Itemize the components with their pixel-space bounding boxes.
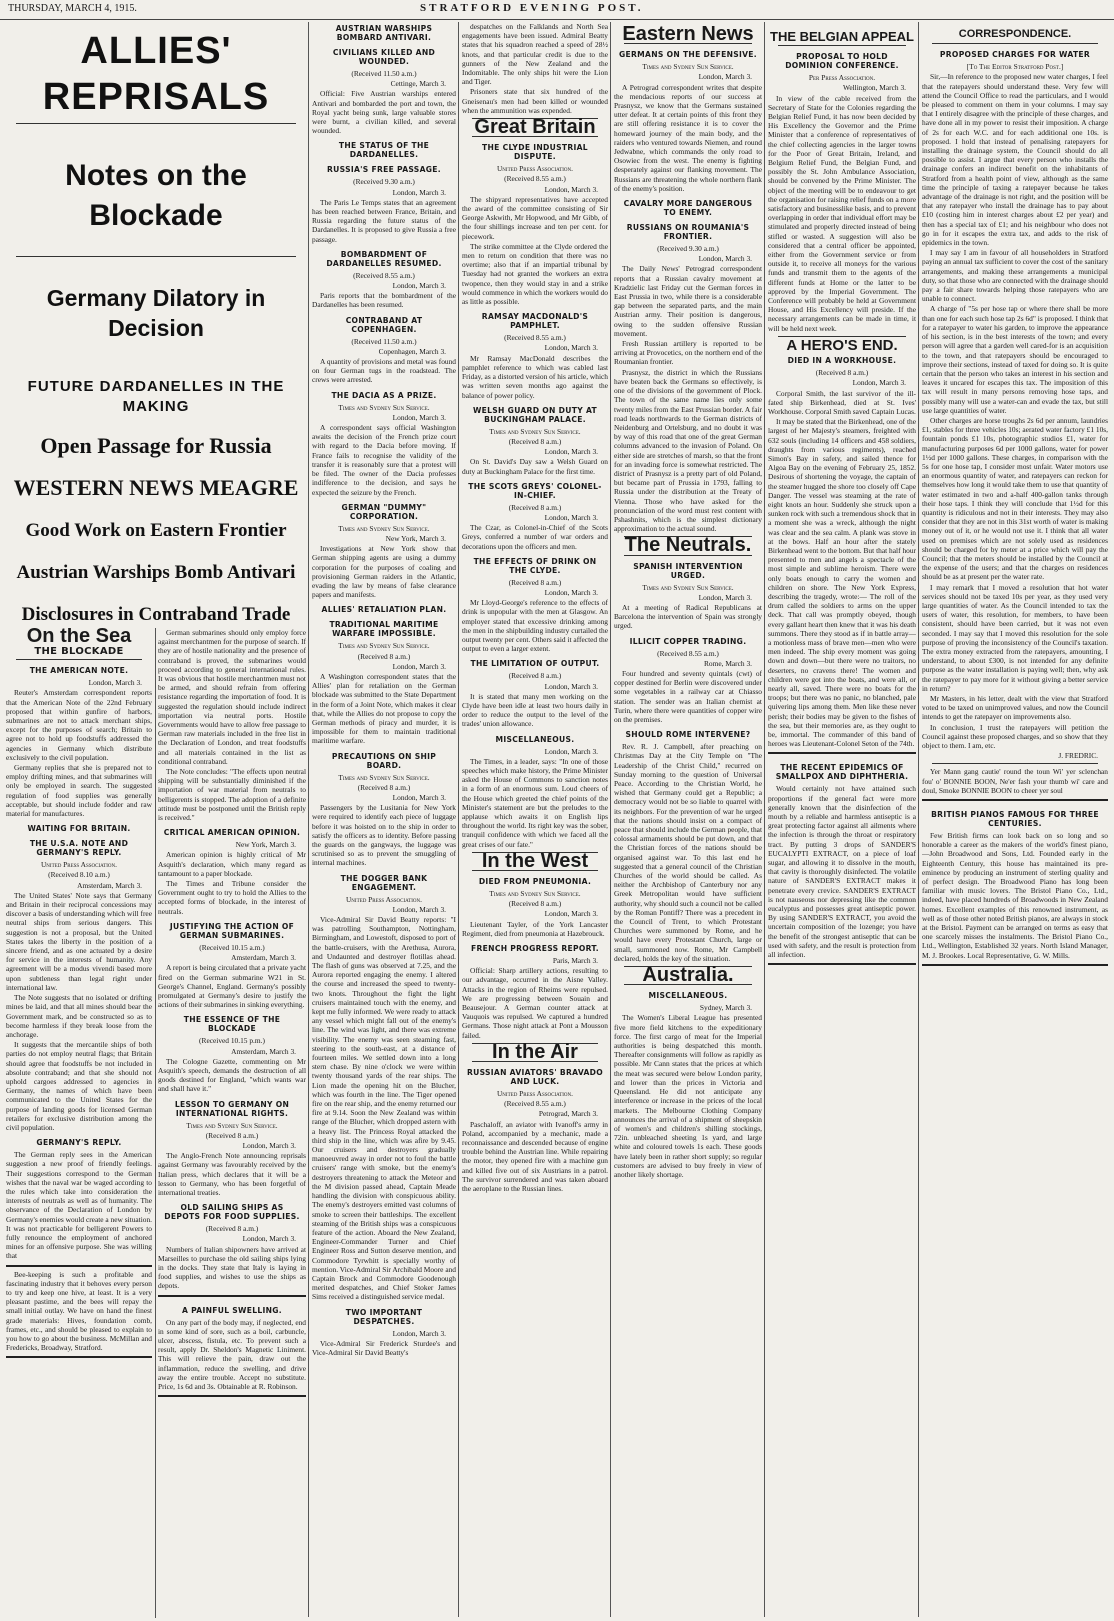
headline-open-passage: Open Passage for Russia bbox=[40, 433, 272, 458]
heading-ramsay-macdonald: RAMSAY MACDONALD'S PAMPHLET. bbox=[481, 312, 589, 331]
article-paragraph: The shipyard representatives have accepted the award of the committee consisting of Sir George Askwith, Mr Hopwood, and Mr Gibb, of the four shillings increase and ten per cent. for piecework. bbox=[462, 194, 608, 241]
column-6 bbox=[768, 22, 916, 1617]
column-rule bbox=[155, 628, 156, 1618]
dateline: London, March 3. bbox=[242, 1234, 296, 1244]
column-1 bbox=[6, 628, 152, 1618]
article-paragraph: Fresh Russian artillery is reported to be arriving at Provocetics, on the northern end of the Roumanian frontier. bbox=[614, 339, 762, 367]
section-correspondence: CORRESPONDENCE. bbox=[958, 28, 1072, 40]
received-time: (Received 9.30 a.m.) bbox=[353, 177, 415, 187]
dateline: London, March 3. bbox=[88, 678, 142, 688]
article-paragraph: German submarines should only employ force against merchantmen for the purpose of search. If they are of hostile nationality and the presence of contraband is proved, the submarines would proceed according to general international rules. It was obvious that hostile merchantmen must not be armed, and should refrain from offering resistance regarding the importation of food. It is suggested the regulation should include indirect importation via neutral ports. Hostile Governments would have to allow free passage to German raw materials included in the free list in the Declaration of London, and treat foodstuffs and all materials contained in the list as conditional contraband. bbox=[158, 628, 306, 766]
heading-american-note: THE AMERICAN NOTE. bbox=[29, 666, 129, 676]
heading-critical-opinion: CRITICAL AMERICAN OPINION. bbox=[163, 828, 301, 838]
received-time: (Received 8.55 a.m.) bbox=[504, 174, 566, 184]
dateline: London, March 3. bbox=[242, 1140, 296, 1150]
subheading-civilians: CIVILIANS KILLED AND WOUNDED. bbox=[332, 48, 436, 66]
agency: Times and Sydney Sun Service. bbox=[642, 62, 734, 72]
advertisement-liniment: On any part of the body may, if neglected, end in some kind of sore, such as a boil, carbuncle, ulcer, abscess, fistula, etc. To prevent such a result, apply Dr. Sheldon's Magnetic Liniment. This will relieve the pain, draw out the inflammation, reduce the swelling, and drive away the entire trouble. Accept no substitute. Price, 1s 6d and 3s. Obtainable at R. Robinson. bbox=[158, 1317, 306, 1391]
article-paragraph: A Washington correspondent states that the Allies' plan for retaliation on the German blockade was submitted to the State Department in the form of a Joint Note, which makes it clear that, while the Allies do not propose to copy the German methods of piracy and murder, it is impossible for them to maintain traditional maritime warfare. bbox=[312, 671, 456, 746]
heading-painful-swelling: A PAINFUL SWELLING. bbox=[182, 1305, 282, 1315]
article-paragraph: Paschaloff, an aviator with Ivanoff's army in Poland, accompanied by a mechanic, made a reconnaissance and descended because of engine trouble behind the Austrian line. While repairing the motor, they opened fire with a machine gun and killed five out of six Austrians in a patrol. The survivor surrendered and was taken aboard the aeroplane to the Russian lines. bbox=[462, 1119, 608, 1194]
agency: Times and Sydney Sun Service. bbox=[338, 641, 430, 651]
heading-cavalry: CAVALRY MORE DANGEROUS TO ENEMY. bbox=[623, 199, 753, 218]
heading-germans-defensive: GERMANS ON THE DEFENSIVE. bbox=[619, 50, 757, 60]
dateline: London, March 3. bbox=[392, 412, 446, 422]
dateline: Cettinge, March 3. bbox=[390, 79, 446, 89]
article-paragraph: American opinion is highly critical of Mr Asquith's declaration, which many regard as tantamount to a paper blockade. bbox=[158, 850, 306, 878]
received-time: (Received 8 a.m.) bbox=[205, 1224, 259, 1234]
heading-clyde-dispute: THE CLYDE INDUSTRIAL DISPUTE. bbox=[482, 143, 588, 162]
dateline: London, March 3. bbox=[392, 792, 446, 802]
headline-germany-dilatory: Germany Dilatory in Decision bbox=[46, 285, 266, 341]
column-rule bbox=[918, 22, 919, 1617]
subheading-free-passage: RUSSIA'S FREE PASSAGE. bbox=[327, 165, 441, 175]
dateline: Wellington, March 3. bbox=[842, 83, 906, 93]
received-time: (Received 8 a.m.) bbox=[357, 651, 411, 661]
received-time: (Received 9.30 a.m.) bbox=[657, 244, 719, 254]
column-rule bbox=[308, 22, 309, 1617]
letter-signature: J. FREDRIC. bbox=[1058, 751, 1098, 761]
article-paragraph: A report is being circulated that a private yacht fired on the German submarine W21 in St. George's Channel, England. Germany's possibly promulgated at Germany's desire to justify the actions of their submarines in sinking everything. bbox=[158, 963, 306, 1010]
article-paragraph: On St. David's Day saw a Welsh Guard on duty at Buckingham Palace for the first time. bbox=[462, 457, 608, 476]
column-2 bbox=[158, 628, 306, 1618]
dateline: Amsterdam, March 3. bbox=[231, 953, 296, 963]
received-time: (Received 8.55 a.m.) bbox=[504, 1099, 566, 1109]
agency: Times and Sydney Sun Service. bbox=[642, 582, 734, 592]
article-paragraph: The United States' Note says that Germany and Britain in their reciprocal concessions may discover a basis of understanding which will free neutral ships from serious dangers. This suggestion is not a proposal, but the United States takes the liberty in the position of a sincere friend, and as one actuated by a desire for service in the interests of humanity. Any agreement will be a modus vivendi based more upon subtleness than legal right under international law. bbox=[6, 890, 152, 992]
dateline: London, March 3. bbox=[392, 187, 446, 197]
article-paragraph: It is stated that many men working on the Clyde have been idle at least two hours daily in order to reduce the output to the level of the trades' union allowance. bbox=[462, 691, 608, 729]
dateline: New York, March 3. bbox=[235, 840, 296, 850]
heading-spanish-intervention: SPANISH INTERVENTION URGED. bbox=[633, 561, 743, 580]
received-time: (Received 8.55 a.m.) bbox=[504, 333, 566, 343]
article-paragraph: Numbers of Italian shipowners have arrived at Marseilles to purchase the old sailing ships lying in the docks. They state that Italy is laying in food supplies, and wishes to use the ships as depots. bbox=[158, 1244, 306, 1291]
article-paragraph: It may be stated that the Birkenhead, one of the largest of her Majesty's steamers, freighted with 632 souls (including 14 officers and 458 soldiers, draughts from various regiments), reached Simon's Bay in safety, and sailed thence for Algoa Bay on the evening of February 25, 1852. Desirous of shortening the voyage, the captain of the steamer hugged the shore too closely off Cape Danger. The vessel was steaming at the rate of eight knots an hour. Suddenly she struck upon a sunken rock with such a tremendous shock that in a moment she was a wreck, although the night was clear and the sea calm. A plank was stove in at the bows. Half an hour after the stately Birkenhead went to the bottom. But that half hour presented to men and angels a spectacle of the most simple and sublime heroism. There were only boats enough to carry the women and children on shore. The New York Express, describing the tragedy, wrote:— The roll of the drum called the soldiers to arms on the upper deck. That call was promptly obeyed, though every gallant heart then knew that it was his death summons. There they stood as if in battle array—a motionless mass of brave men—men who were men indeed. The ship every moment was going down and down—but there were no traitors, no deserters, no cravens there! The women and children were got into the boats, and were all, or nearly all, saved. There were no boats for the troops; but there was no panic, no blanched, pale quivering lips among them. Men like these never perish; their bodies may be given to the fishes of the sea, but their memories are, as they ought to be, immortal. The commander of this band of heroes was Lieutenant-Colonel Seton of the 74th. bbox=[768, 417, 916, 749]
agency: Times and Sydney Sun Service. bbox=[489, 889, 581, 899]
heading-scots-greys: THE SCOTS GREYS' COLONEL-IN-CHIEF. bbox=[468, 481, 602, 500]
article-paragraph: The Note concludes: "The effects upon neutral shipping will be substantially diminished if the importation of war material from neutrals to belligerents is stopped. The adoption of a definite attitude must be postponed until the British reply is received." bbox=[158, 767, 306, 823]
section-in-the-air: In the Air bbox=[492, 1040, 578, 1063]
heading-proposal-conference: PROPOSAL TO HOLD DOMINION CONFERENCE. bbox=[785, 52, 899, 71]
heading-epidemics: THE RECENT EPIDEMICS OF SMALLPOX AND DIPHTHERIA. bbox=[775, 763, 909, 782]
article-paragraph: Germany replies that she is prepared not to employ drifting mines, and that submarines will only be employed in search. The suggested regulation of food supplies was generally acceptable, but should include fodder and raw material for manufactures. bbox=[6, 763, 152, 819]
dateline: London, March 3. bbox=[544, 909, 598, 919]
received-time: (Received 8.10 a.m.) bbox=[48, 870, 110, 880]
letter-paragraph: In conclusion, I trust the ratepayers will petition the Council against these proposed charges, and so show that they object to them. I am, etc. bbox=[922, 722, 1108, 751]
heading-allies-retaliation: ALLIES' RETALIATION PLAN. bbox=[321, 605, 447, 615]
article-paragraph: At a meeting of Radical Republicans at Barcelona the intervention of Spain was strongly urged. bbox=[614, 602, 762, 631]
article-paragraph: Vice-Admiral Sir Frederick Sturdee's and Vice-Admiral Sir David Beatty's bbox=[312, 1338, 456, 1357]
article-paragraph: The Women's Liberal League has presented five more field kitchens to the expeditionary force. The first cargo of meat for the Imperial authorities is being despatched this month. Thereafter consignments will follow as rapidly as possible. Mr Cann states that the prices at which the meat was secured were below London parity, and lower than the prices in Victoria and Queensland. He did not anticipate any interference or increase in the prices of the local markets. The Melbourne Clothing Company announces the arrival of a shipment of sheepskin of women's and children's shilling stockings, 72in. unbleached sheeting 1s yard, and large white and coloured towels 1s each. These goods have lately been in rather short supply; so regular customers are advised to buy freely in view of another likely shortage. bbox=[614, 1013, 762, 1179]
agency: Per Press Association. bbox=[808, 73, 876, 83]
dateline: Rome, March 3. bbox=[703, 658, 752, 668]
advertisement-beekeeping: Bee-keeping is such a profitable and fascinating industry that it behoves every person to try and keep one hive, at least. It is a very pleasant pastime, and the bees will repay the small initial outlay. We have on hand the finest grade materials: Hives, foundation comb, frames, etc., and should be pleased to explain to you how to go about the business. McMillan and Fredericks, Broadway, Stratford. bbox=[6, 1269, 152, 1353]
agency: Times and Sydney Sun Service. bbox=[338, 402, 430, 412]
column-7 bbox=[922, 22, 1108, 1617]
heading-precautions: PRECAUTIONS ON SHIP BOARD. bbox=[331, 751, 437, 770]
article-paragraph: Mr Ramsay MacDonald describes the pamphlet reference to which was cabled last Friday, as a distorted version of his article, which was written seven months ago against the balance of power policy. bbox=[462, 353, 608, 400]
article-paragraph: Official: Five Austrian warships entered Antivari and bombarded the port and town, the Royal yacht being sunk, large valuable stores were burnt, a civilian killed, and several wounded. bbox=[312, 89, 456, 136]
agency: United Press Association. bbox=[496, 1089, 574, 1099]
heading-justifying: JUSTIFYING THE ACTION OF GERMAN SUBMARINES. bbox=[169, 921, 295, 940]
column-5 bbox=[614, 22, 762, 1617]
dateline: London, March 3. bbox=[698, 592, 752, 602]
heading-russian-aviators: RUSSIAN AVIATORS' BRAVADO AND LUCK. bbox=[466, 1068, 604, 1087]
article-paragraph: The Times, in a leader, says: "In one of those speeches which make history, the Prime Minister asked the House of Commons to sanction notes in a form of an enormous sum. Loud cheers of the House which greeted the chief points of the Minister's statement are but the preludes to the applause which awaits it on English lips throughout the world. Its right key was the sober, tranquil confidence with which we faced all the great crises of our fate." bbox=[462, 756, 608, 849]
dateline: London, March 3. bbox=[544, 587, 598, 597]
received-time: (Received 11.50 a.m.) bbox=[351, 69, 417, 78]
heading-limitation-output: THE LIMITATION OF OUTPUT. bbox=[470, 659, 600, 669]
received-time: (Received 8 a.m.) bbox=[508, 671, 562, 681]
heading-dogger-bank: THE DOGGER BANK ENGAGEMENT. bbox=[340, 873, 428, 892]
section-belgian-appeal: THE BELGIAN APPEAL bbox=[770, 29, 914, 44]
masthead-paper-name: STRATFORD EVENING POST. bbox=[420, 2, 644, 14]
article-paragraph: A quantity of provisions and metal was found on four German tugs in the roadstead. The crews were arrested. bbox=[312, 357, 456, 385]
advertisement-sanders-extract: Would certainly not have attained such proportions if the general fact were more generally known that the disinfection of the mouth by a reliable and harmless antiseptic is a great protecting factor against all ailments where the infection is through the throat or respiratory tract. By putting 3 drops of SANDER'S EUCALYPTI EXTRACT, on a piece of loaf sugar, and allowing it to dissolve in the mouth, that cavity is thoroughly disinfected. The volatile nature of SANDER'S EXTRACT makes it penetrate every crevice. SANDER'S EXTRACT is not nauseous nor depressing like the common eucalyptus and possesses great antiseptic power. By using SANDER'S EXTRACT, you avoid the uncertain composition of the lozenge; you have the benefit of the strongest antiseptic that can be used with safety, and the result is protection from all infection. bbox=[768, 784, 916, 960]
received-time: (Received 8 a.m.) bbox=[815, 368, 869, 378]
section-in-the-west: In the West bbox=[481, 849, 589, 872]
dateline: London, March 3. bbox=[544, 447, 598, 457]
heading-roumania-frontier: RUSSIANS ON ROUMANIA'S FRONTIER. bbox=[626, 223, 750, 242]
headline-block bbox=[6, 22, 306, 632]
article-paragraph: A Petrograd correspondent writes that despite the mendacious reports of our success at Prasnysz, we know that the Germans sustained utter defeat. It at certain points of this front they are still offering resistance it is to cover the homeward journey of the main body, and the raiders who ventured towards Niemen, and round Jedwabne, which commands the only road to Osowiec from the west. The enemy is fighting desperately against our flanking movement. The Russians are threatening the whole northern flank of the enemy's position. bbox=[614, 82, 762, 193]
heading-copenhagen: CONTRABAND AT COPENHAGEN. bbox=[345, 315, 423, 334]
masthead bbox=[0, 0, 1114, 20]
agency: Times and Sydney Sun Service. bbox=[338, 772, 430, 782]
heading-usa-note: THE U.S.A. NOTE AND GERMANY'S REPLY. bbox=[29, 839, 129, 858]
agency: Times and Sydney Sun Service. bbox=[338, 523, 430, 533]
received-time: (Received 8 a.m.) bbox=[508, 436, 562, 446]
dateline: Petrograd, March 3. bbox=[538, 1109, 598, 1119]
heading-blockade: THE BLOCKADE bbox=[34, 646, 124, 658]
received-time: (Received 8.55 a.m.) bbox=[353, 270, 415, 280]
agency: Times and Sydney Sun Service. bbox=[489, 426, 581, 436]
heading-illicit-copper: ILLICIT COPPER TRADING. bbox=[629, 636, 747, 646]
column-rule bbox=[610, 22, 611, 1617]
received-time: (Received 8 a.m.) bbox=[205, 1130, 259, 1140]
letter-paragraph: A charge of "5s per hose tap or where there shall be more than one for each such hose tap 2s 6d" is proposed. I think that for a ratepayer to water his garden, to improve the appearance of his section, is in the best interests of the town; and every person will agree that a garden well cared-for is an acquisition to the town, and that ratepayers should be encouraged to improve their sections, instead of taxed for doing so. It is quite certain that the person who takes an interest in his section and leaves it uncared for escapes this tax. The imposition of this tax will result in many persons removing hose taps, and possibly many will use a water-can and evade the tax, but still use large quantities of water. bbox=[922, 304, 1108, 415]
headline-western-news: WESTERN NEWS MEAGRE bbox=[13, 475, 299, 500]
dateline: New York, March 3. bbox=[385, 533, 446, 543]
heading-british-pianos: BRITISH PIANOS FAMOUS FOR THREE CENTURIES. bbox=[931, 810, 1099, 829]
article-paragraph: Four hundred and seventy quintals (cwt) of copper destined for Berlin were discovered under some vegetables in a railway car at Chiasso station. The sender was an Italian chemist at Turin, where there were quantities of copper wire on the premises. bbox=[614, 668, 762, 724]
heading-austrian-warships: AUSTRIAN WARSHIPS BOMBARD ANTIVARI. bbox=[335, 24, 433, 42]
received-time: (Received 11.50 a.m.) bbox=[351, 336, 417, 346]
article-paragraph: Rev. R. J. Campbell, after preaching on Christmas Day at the City Temple on "The Leadership of the Christ Child," recurred on Sunday morning to the question of Universal Peace. According to the Christian World, he wished that Germany could get a Republic; a democracy would not be so liable to quarrel with its neighbors. For the prevention of war he urged that the nations should insist on a compact of peace that should include the German people, that colossal armaments should be put down, and that the Christian forces of the nations should be organised against war. To this last end he suggested that a general council of the Christian Churches of the world should be called. As neither the Archbishop of Canterbury nor any Greek Metropolitan would have sufficient authority, why should such a council not be called by the Roman Pontiff? There was a precedent in the Council of Trent, to which Protestant Churches were summoned by Rome, and he would have every Protestant Church, large or small, summoned now. Rome, Mr Campbell declared, holds the key of the situation. bbox=[614, 742, 762, 963]
letter-paragraph: I may remark that I moved a resolution that hot water services should not be taxed 10s per year, as they used very large quantities of water. As the Council intended to tax the users of water, this resolution, for members, to have been consistent, should have been carried, but it was not even seconded. I may say that I moved this resolution for the sole purpose of proving the inconsistency of the Council's taxation. The extra money extracted from the ratepayers, amounting, I understand, to about £300, is not intended for any definite purpose as the water installation is paying well; then, why ask the ratepayer to pay more for it without giving a better service in return? bbox=[922, 582, 1108, 693]
masthead-date: THURSDAY, MARCH 4, 1915. bbox=[8, 3, 137, 14]
article-paragraph: Investigations at New York show that German shipping agents are using a dummy corporation for the purposes of coaling and provisioning German raiders in the Atlantic, evading the law by means of false clearance papers and manifests. bbox=[312, 544, 456, 600]
letter-paragraph: Mr Masters, in his letter, dealt with the view that Stratford voted to be taxed on unimproved values, and now the Council intends to get the ratepayer on improvements also. bbox=[922, 694, 1108, 722]
heading-water-charges: PROPOSED CHARGES FOR WATER bbox=[939, 50, 1091, 60]
article-paragraph: Official: Sharp artillery actions, resulting to our advantage, occurred in the Aisne Valley. Attacks in the region of Rheims were repulsed. We are progressing between Souain and Beausejour. A German counter attack at Vauquois was repulsed. We captured a hundred Germans. Those night attack at Pont a Mousson failed. bbox=[462, 966, 608, 1040]
dateline: London, March 3. bbox=[392, 281, 446, 291]
heading-bombardment: BOMBARDMENT OF DARDANELLES RESUMED. bbox=[326, 249, 442, 268]
dateline: London, March 3. bbox=[392, 904, 446, 914]
article-paragraph: The Paris Le Temps states that an agreement has been reached between France, Britain, and Russia regarding the future status of the Dardanelles. It is proposed to give Russia a free passage. bbox=[312, 197, 456, 244]
received-time: (Received 8 a.m.) bbox=[357, 782, 411, 792]
dateline: London, March 3. bbox=[544, 343, 598, 353]
article-paragraph: Mr Lloyd-George's reference to the effects of drink is unpopular with the men at Glasgow. An employer stated that excessive drinking among the men in the shipbuilding industry curtailed the output twenty per cent. Others said it affected the output to even a larger extent. bbox=[462, 598, 608, 654]
article-paragraph: The strike committee at the Clyde ordered the men to return on condition that there was no overtime; also that if an impartial tribunal by Tuesday had not granted the workers an extra twopence, then they would stay in and a strike would commence in which the workers would do as little as possible. bbox=[462, 241, 608, 307]
dateline: London, March 3. bbox=[392, 661, 446, 671]
letter-paragraph: Other charges are horse troughs 2s 6d per annum, laundries £1, stables for three vehicles 10s; aerated water factory £1 10s, fountain ponds £1 10s, photographic studios £1, water for manufacturing purposes 6d per 1000 gallons, water for power 1½d per 1000 gallons. These charges, in comparison with the 5s for one hose tap, I consider most unfair. Water motors use an enormous quantity of water, and ratepayers can reckon for themselves how long it would take them to use that quantity of water estimated in two and a-half 400-gallon tanks through their hose taps. I think they will conclude that 1½d for this quantity is ridiculous and not in their interests. They may also consider that they are not in this 31st worth of water is making money out of it, or he would not use it. I think that all water used on premises which are not solely used as residences should be charged for by meter at a price which will pay the Council; that the meters should be installed by the Council at the expense of the users; and that the charges on residences should be as at present per the water rate. bbox=[922, 415, 1108, 582]
heading-dardanelles: THE STATUS OF THE DARDANELLES. bbox=[338, 141, 430, 160]
column-3 bbox=[312, 22, 456, 1617]
dateline: London, March 3. bbox=[544, 681, 598, 691]
received-time: (Received 8 a.m.) bbox=[508, 577, 562, 587]
headline-allies-reprisals: ALLIES' REPRISALS bbox=[42, 30, 270, 118]
dateline: Copenhagen, March 3. bbox=[378, 346, 446, 356]
column-rule bbox=[458, 22, 459, 1617]
dateline: London, March 3. bbox=[544, 746, 598, 756]
article-paragraph: A correspondent says official Washington awaits the decision of the French prize court with regard to the Dacia before moving. If France fails to recognise the validity of the transfer it is reasonably sure that a protest will be filed. The owner of the Dacia professes indifference to the decision, and says he expected the seizure by the French. bbox=[312, 423, 456, 497]
dateline: London, March 3. bbox=[544, 512, 598, 522]
article-paragraph: Lieutenant Tayler, of the York Lancaster Regiment, died from pneumonia at Hazebrouck. bbox=[462, 919, 608, 938]
article-paragraph: The Times and Tribune consider the Government ought to try to hold the Allies to the accepted forms of blockade, in the interest of neutrals. bbox=[158, 879, 306, 916]
heading-french-progress: FRENCH PROGRESS REPORT. bbox=[471, 944, 599, 954]
section-on-the-sea: On the Sea bbox=[26, 628, 132, 647]
heading-lesson: LESSON TO GERMANY ON INTERNATIONAL RIGHTS. bbox=[174, 1099, 290, 1118]
received-time: (Received 10.15 a.m.) bbox=[199, 942, 265, 952]
received-time: (Received 8 a.m.) bbox=[508, 502, 562, 512]
article-paragraph: The Note suggests that no isolated or drifting mines be laid, and that all mines should bear the Government mark, and be constructed so as to become harmless if they break loose from the anchorage. bbox=[6, 993, 152, 1039]
dateline: London, March 3. bbox=[852, 378, 906, 388]
advertisement-bonnie-boon: Yer Mann gang cautie' round the toun Wi' yer sclenchan fou' o' BONNIE BOON, Ne'er fash your thumb wi' care and doul, Smoke BONNIE BOON to cheer yer soul bbox=[922, 767, 1108, 795]
article-paragraph: It suggests that the mercantile ships of both parties do not employ neutral flags; that Britain should agree that foodstuffs be not included in absolute contraband; and that she should not uphold cargoes addressed to agencies in Germany, the names of which have been communicated to the United States for the purpose of landing goods for licensed German retailers for exclusive distribution among the civil population. bbox=[6, 1040, 152, 1132]
letter-paragraph: I may say I am in favour of all householders in Stratford paying an annual tax sufficient to cover the cost of the sanitary arrangements, and making these arrangements a municipal duty, so that those who are connected with the drainage should pay a fair share towards helping those ratepayers who are unable to connect. bbox=[922, 248, 1108, 304]
letter-address: [To The Editor Stratford Post.] bbox=[966, 62, 1064, 72]
article-paragraph: The Czar, as Colonel-in-Chief of the Scots Greys, conferred a number of war orders and decorations upon the officers and men. bbox=[462, 523, 608, 551]
dateline: Amsterdam, March 3. bbox=[77, 880, 142, 890]
agency: United Press Association. bbox=[345, 894, 423, 904]
agency: United Press Association. bbox=[496, 164, 574, 174]
letter-paragraph: Sir,—In reference to the proposed new water charges, I feel that the ratepayers should understand these. Very few will attend the Council Office to read the particulars, and I would be pleased to comment on them in your columns. I may say that I entirely disagree with the principle of these charges, and have done all in my power to resist their imposition. A charge of 2s for each W.C. and for each additional one 10s. is proposed. I hold that instead of penalising ratepayers for installing the drainage system, the Council should do all possible to assist. I argue that every person who installs the drainage confers an indirect benefit on the inhabitants of Stratford from a health point of view, although as the same time the principle of taxing a ratepayer because he takes advantage of the drainage is not right, and the position will be that any ratepayer who install the drainage has to pay about £10 (costing him in interest charges about £2 per year) and then has a special tax of £1; and his neighbour who does not go in for it escapes the extra tax, and adds to the risk of epidemics in the town. bbox=[922, 72, 1108, 248]
heading-traditional-warfare: TRADITIONAL MARITIME WARFARE IMPOSSIBLE. bbox=[329, 620, 439, 639]
article-paragraph: The Daily News' Petrograd correspondent reports that a Russian cavalry movement at Kradzielic last Friday cut the German forces in East Prussia in two, while there is a considerable gap between the separated parts, and the main Austrian army. Their position is dangerous, owing to the sudden offensive Russian movement. bbox=[614, 264, 762, 338]
dateline: London, March 3. bbox=[698, 72, 752, 82]
headline-disclosures: Disclosures in Contraband Trade bbox=[21, 604, 291, 625]
heading-died-workhouse: DIED IN A WORKHOUSE. bbox=[787, 356, 897, 366]
article-paragraph: The Cologne Gazette, commenting on Mr Asquith's speech, demands the destruction of all goods destined for England, "which wants war and shall have it." bbox=[158, 1056, 306, 1094]
heading-two-despatches: TWO IMPORTANT DESPATCHES. bbox=[345, 1307, 423, 1326]
article-paragraph: Prisoners state that six hundred of the Gneisenau's men had been killed or wounded when the ammunition was expended. bbox=[462, 87, 608, 115]
agency: Times and Sydney Sun Service. bbox=[186, 1120, 278, 1130]
section-the-neutrals: The Neutrals. bbox=[624, 534, 752, 557]
article-paragraph: Corporal Smith, the last survivor of the ill-fated ship Birkenhead, died at St. Ives' Workhouse. Corporal Smith saved Captain Lucas. bbox=[768, 388, 916, 416]
agency: United Press Association. bbox=[40, 860, 118, 870]
headline-good-work: Good Work on Eastern Frontier bbox=[25, 520, 287, 541]
heading-drink-clyde: THE EFFECTS OF DRINK ON THE CLYDE. bbox=[473, 556, 597, 575]
received-time: (Received 8.55 a.m.) bbox=[657, 648, 719, 658]
article-paragraph: The German reply sees in the American suggestion a new proof of friendly feelings. Their suggestions correspond to the German wishes that the naval war be waged according to the rules which take into consideration the interests of neutrals as well as of humanity. The observance of the Declaration of London by Germany's enemies would create a new situation. It was not practicable for belligerent Powers to fully renounce the employment of anchored mines for an offensive purpose. She was willing that bbox=[6, 1150, 152, 1261]
column-4 bbox=[462, 22, 608, 1617]
received-time: (Received 8 a.m.) bbox=[508, 899, 562, 909]
heading-essence-blockade: THE ESSENCE OF THE BLOCKADE bbox=[183, 1015, 281, 1034]
heading-miscellaneous: MISCELLANEOUS. bbox=[648, 991, 728, 1001]
section-heros-end: A HERO'S END. bbox=[786, 336, 898, 354]
article-paragraph: Reuter's Amsterdam correspondent reports that the American Note of the 22nd February proposed that within gunfire of harbors, submarines are not to attack merchant ships, except for the purposes of search; Britain to agree not to hold up foodstuffs addressed the agencies in Germany which distribute exclusively to the civil population. bbox=[6, 688, 152, 762]
headline-future-dardanelles: FUTURE DARDANELLES IN THE MAKING bbox=[27, 378, 285, 415]
advertisement-pianos: Few British firms can look back on so long and so honorable a career as the makers of the world's finest piano, —John Broadwood and Sons, Ltd. Founded early in the Eighteenth Century, this house has maintained its pre-eminence by producing an instrument of sterling quality and of perfect design. The Broadwood Piano has long been familiar with music lovers. The Bristol Piano Co., Ltd., indeed, have placed hundreds of Broadwoods in New Zealand homes. Excellent examples of this renowned instrument, as well as of those other noted British pianos, are always in stock at the Bristol. Payment can be arranged on terms as easy that one scarcely misses the instalments. The Bristol Piano Co., Ltd., Wellington, Established 32 years. North Island Manager, M. J. Brookes. Local Representative, G. W. Mills. bbox=[922, 831, 1108, 960]
section-great-britain: Great Britain bbox=[474, 116, 596, 139]
article-paragraph: Vice-Admiral Sir David Beatty reports: "I was patrolling Southampton, Nottingham, Birmingham, and Lowestoft, disposed to port of the battle-cruisers, with the Arethusa, Aurora, and Undaunted and destroyer flotillas ahead. The flash of guns was observed at 7.25, and the Aurora reported engaging the enemy. I altered the course and increased the speed to twenty-two knots. Throughout the fight the light cruisers maintained touch with the enemy, and kept me fully informed. We were ready to attack any vessel which might fall out of the enemy's line. The wind was light, and there was extreme visibility. The enemy was seen steaming fast, steering to the south-east, at a distance of fourteen miles. We settled down into a long stern chase. By nine o'clock we were within twenty thousand yards of the rear ships. The Lion made the opening hit on the Blucher, which was fourth in the line. The Tiger opened fire on the rear ship, and the enemy returned our fire at 9.14. Soon the New Zealand was within range of the Blucher, which dropped astern with a heavy list. The Princess Royal attacked the third ship in the line, which was afire by 9.45. Our cruisers and destroyers gradually manoeuvred away in order not to foul the battle cruisers' range with smoke, but the enemy's destroyers threatening to attack the Meteor and the M division passed ahead, Captain Meade handling the division with conspicuous ability. The enemy's destroyers emitted vast columns of smoke to screen their battleships. The excellent steaming of the British ships was a conspicuous feature of the action. Aboard the New Zealand, Engineer-Commander Turner and Chief Engineer Ross and Sutton deserve mention, and Commodore Tyrwhitt is specially worthy of mention. Vice-Admiral Sir Archibald Moore and Captain Brock and Commodore Goodenough merited despatches, and Chief Stoker James Sims received a distinguished service medal. bbox=[312, 915, 456, 1302]
dateline: Amsterdam, March 3. bbox=[231, 1046, 296, 1056]
dateline: London, March 3. bbox=[544, 184, 598, 194]
heading-dacia: THE DACIA AS A PRIZE. bbox=[331, 390, 437, 400]
headline-notes-blockade: Notes on the Blockade bbox=[65, 159, 247, 232]
section-australia: Australia. bbox=[642, 964, 734, 987]
dateline: Paris, March 3. bbox=[552, 956, 598, 966]
heading-pneumonia: DIED FROM PNEUMONIA. bbox=[478, 877, 592, 887]
heading-germany-reply: GERMANY'S REPLY. bbox=[36, 1138, 122, 1148]
dateline: London, March 3. bbox=[698, 254, 752, 264]
article-paragraph: despatches on the Falklands and North Sea engagements have been issued. Admiral Beatty states that his squadron reached a speed of 28½ knots, and that particular credit is due to the gunners of the New Zealand and the Indomitable. The only ships hit were the Lion and Tiger. bbox=[462, 22, 608, 87]
dateline: Sydney, March 3. bbox=[699, 1003, 752, 1013]
article-paragraph: Passengers by the Lusitania for New York were required to identify each piece of luggage before it was hoisted on to the ship in order to satisfy the officers as to identity. Before passing the guards on the gangways, the luggage was scrutinised so as to prevent the smuggling of internal machines. bbox=[312, 803, 456, 868]
heading-waiting-britain: WAITING FOR BRITAIN. bbox=[27, 824, 131, 834]
article-paragraph: In view of the cable received from the Secretary of State for the Colonies regarding the Belgian Relief Fund, it has now been decided by His Excellency the Governor and the Prime Minister that a conference of representatives of the chief collecting agencies in the larger towns for the Poor of Great Britain, Ireland, and Belgium Relief Fund, the Belgian Fund, and possibly the St. John Ambulance Association, should be convened by the Prime Minister. The object of the meeting will be to endeavour to get the organisation for raising relief funds on a more satisfactory and businesslike basis, and to prevent overlapping in order that individual effort may be stimulated and properly directed instead of being stifled or wasted. A suggestion will also be considered that a central officer be appointed, either from the Government service or from outside it, to receive all moneys for the various funds and transmit them to the agents of the different funds at Home or the latter to be approved by the Imperial Government. The Conference will probably be held at Government House, and His Excellency will preside. If the necessary arrangements can be made in time, it will be held next week. bbox=[768, 93, 916, 333]
article-paragraph: Prasnysz, the district in which the Russians have beaten back the Germans so effectively, is one of the divisions of the government of Plock. The town of the same name lies only some twenty miles from the East Prussian border. A fair road leads northwards to the German districts of Neidenburg and Ortelsburg, and no doubt it was by way of this road that one of the great German columns advanced to the invasion of Poland. On either side are stretches of marsh, so that the front for an invading force is somewhat restricted. The district of Prasnysz is a pretty part of old Poland, but became part of Prussia in 1793, falling to Russia under the distribution at the Treaty of Vienna. Those who have asked for the pronunciation of the word must rest content with Pshashnits, which is the simplest dictionary approximation to the actual sound. bbox=[614, 367, 762, 534]
section-eastern-news: Eastern News bbox=[622, 23, 754, 45]
article-paragraph: The Anglo-French Note announcing reprisals against Germany was favourably received by the Italian press, which declares that it will be a lesson to Germany, who has been forgetful of international treaties. bbox=[158, 1151, 306, 1197]
heading-should-rome: SHOULD ROME INTERVENE? bbox=[625, 730, 751, 740]
heading-miscellaneous: MISCELLANEOUS. bbox=[495, 734, 575, 744]
article-paragraph: Paris reports that the bombardment of the Dardanelles has been resumed. bbox=[312, 291, 456, 310]
heading-welsh-guard: WELSH GUARD ON DUTY AT BUCKINGHAM PALACE. bbox=[472, 405, 598, 424]
heading-dummy-corporation: GERMAN "DUMMY" CORPORATION. bbox=[341, 502, 427, 521]
received-time: (Received 10.15 p.m.) bbox=[199, 1036, 265, 1046]
dateline: London, March 3. bbox=[392, 1328, 446, 1338]
column-rule bbox=[764, 22, 765, 1617]
headline-austrian-warships: Austrian Warships Bomb Antivari bbox=[16, 562, 296, 583]
heading-old-sailing-ships: OLD SAILING SHIPS AS DEPOTS FOR FOOD SUPPLIES. bbox=[164, 1203, 300, 1222]
